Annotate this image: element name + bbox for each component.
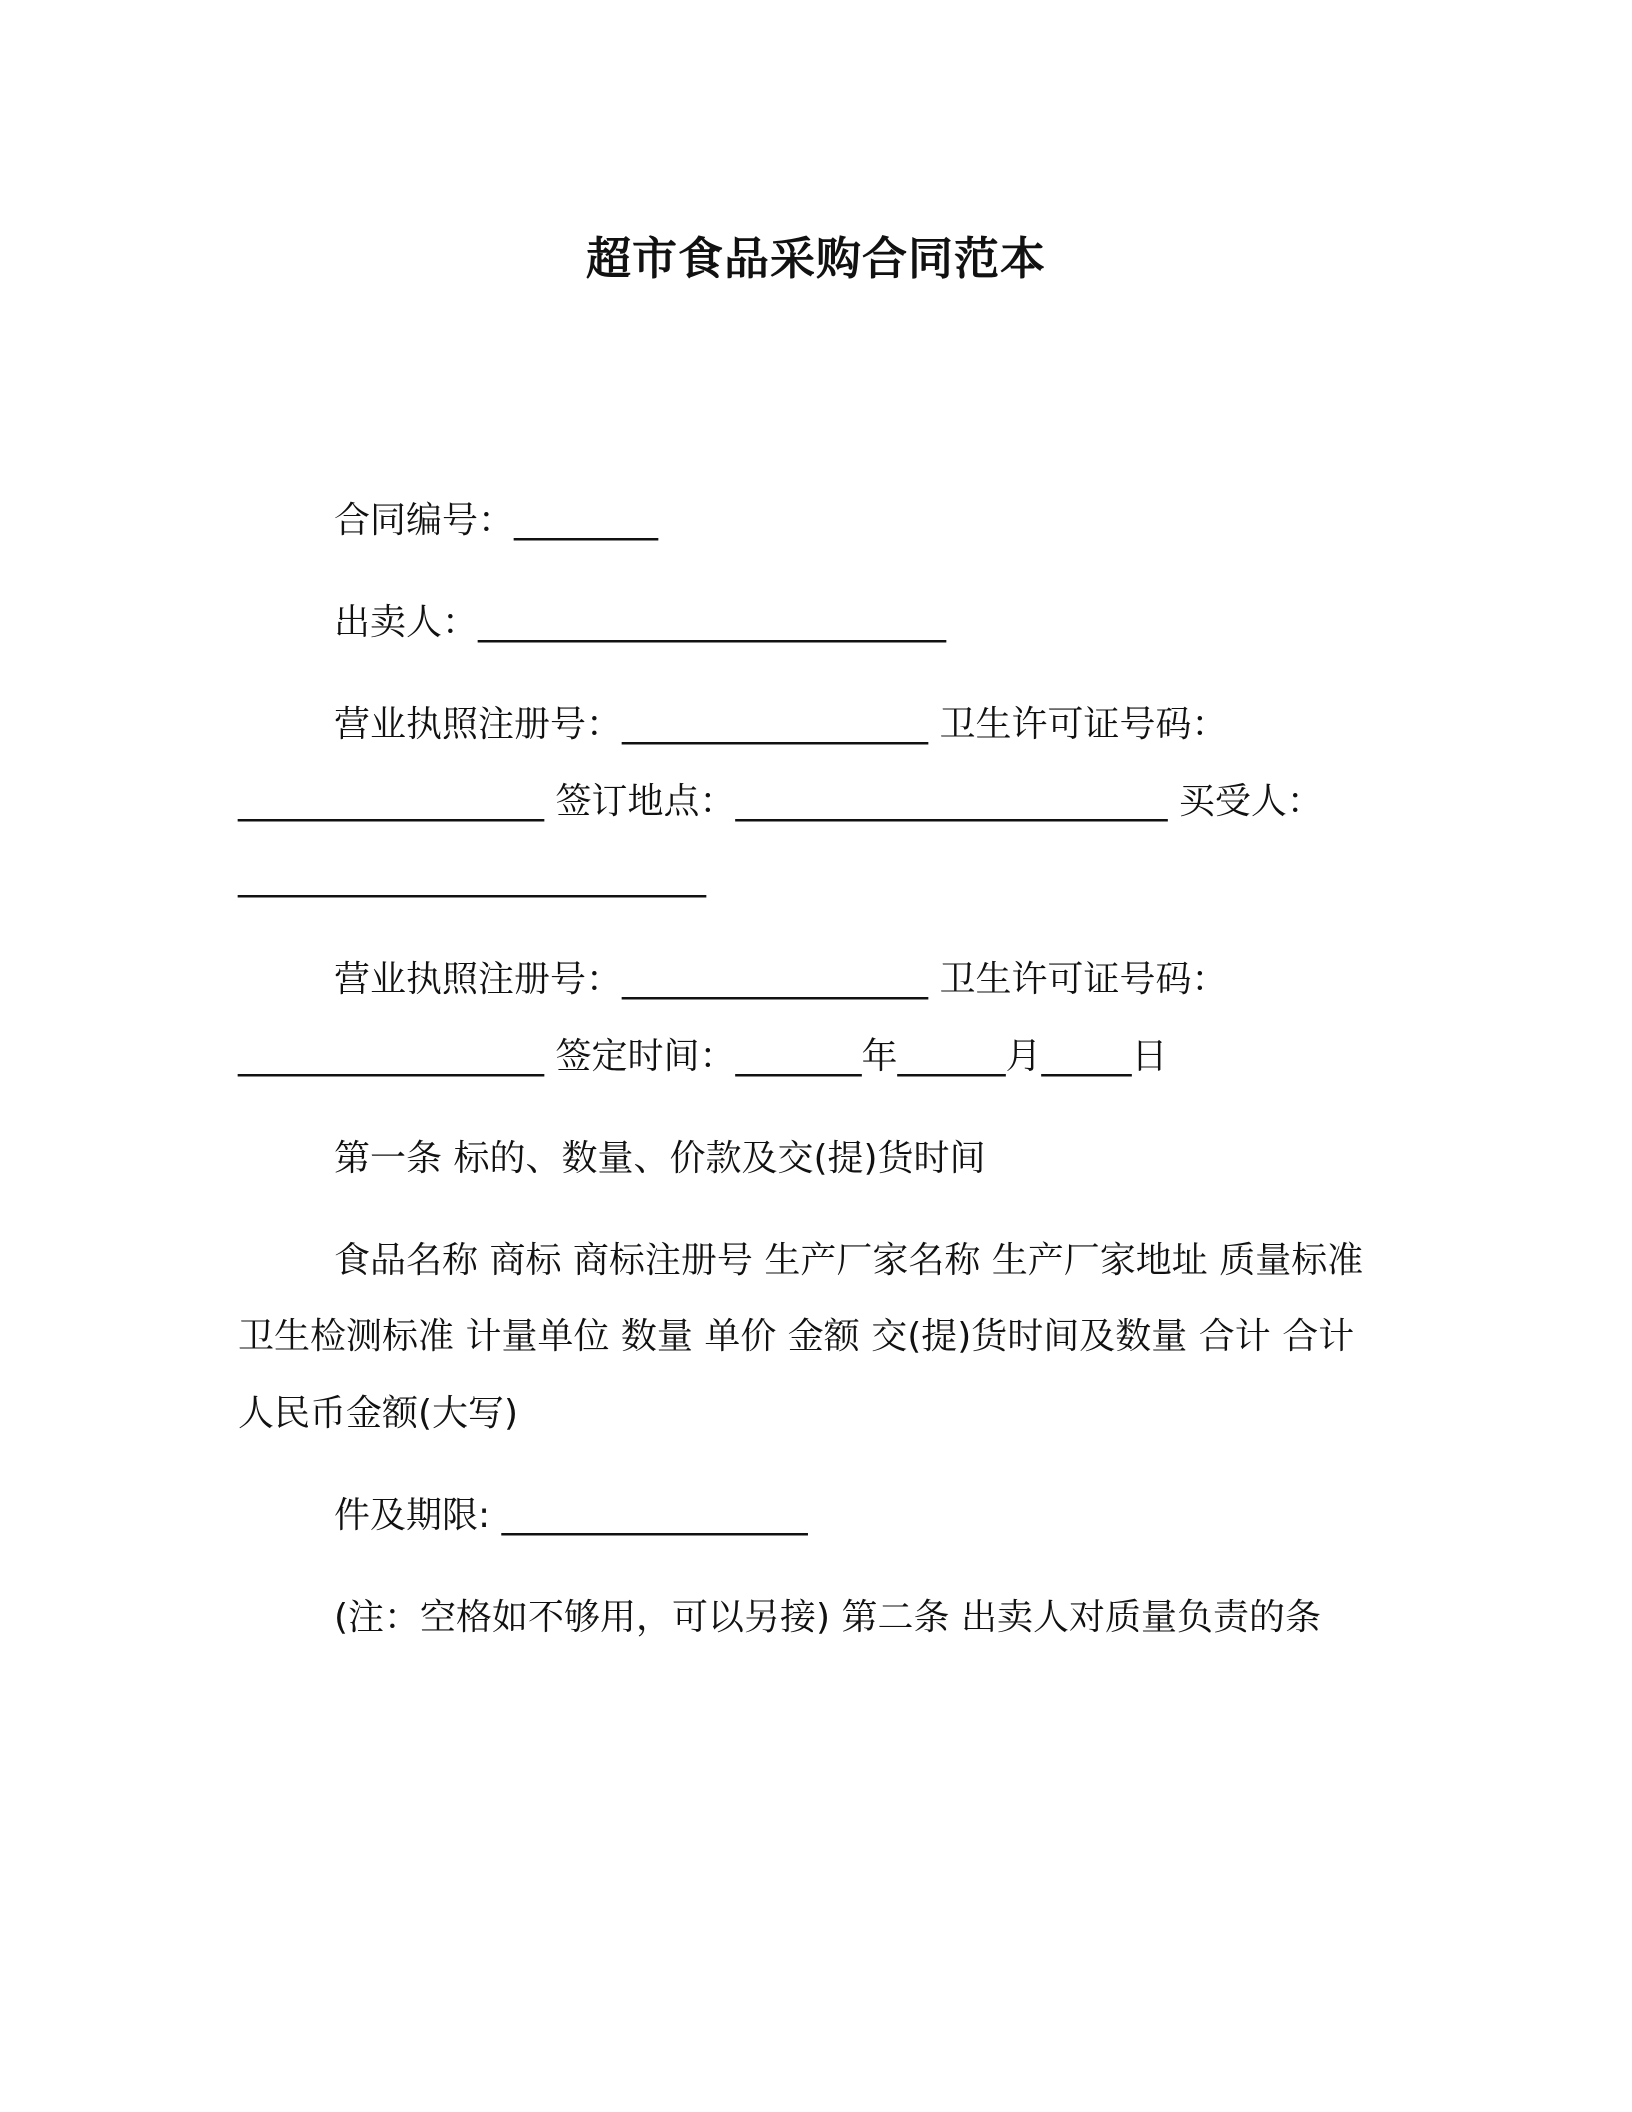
note-article-two-line: (注：空格如不够用，可以另接) 第二条 出卖人对质量负责的条 [334, 1597, 1321, 1638]
terms-period-line: 件及期限: _________________ [334, 1495, 808, 1536]
signing-place-line: _________________ 签订地点：________________________ 买受人： [238, 781, 1323, 822]
article-one-heading: 第一条 标的、数量、价款及交(提)货时间 [334, 1138, 986, 1179]
contract-number-line: 合同编号：________ [334, 500, 659, 541]
item-fields-line-3: 人民币金额(大写) [238, 1393, 519, 1434]
item-fields-line-2: 卫生检测标准 计量单位 数量 单价 金额 交(提)货时间及数量 合计 合计 [238, 1316, 1355, 1357]
buyer-license-line: 营业执照注册号：_________________ 卫生许可证号码： [334, 959, 1228, 1000]
item-fields-line-1: 食品名称 商标 商标注册号 生产厂家名称 生产厂家地址 质量标准 [334, 1240, 1364, 1281]
buyer-blank-line: __________________________ [238, 857, 706, 898]
seller-license-line: 营业执照注册号：_________________ 卫生许可证号码： [334, 704, 1228, 745]
document-title: 超市食品采购合同范本 [585, 232, 1046, 285]
seller-line: 出卖人：__________________________ [334, 602, 947, 643]
signing-date-line: _________________ 签定时间：_______年______月_____日 [238, 1036, 1168, 1077]
